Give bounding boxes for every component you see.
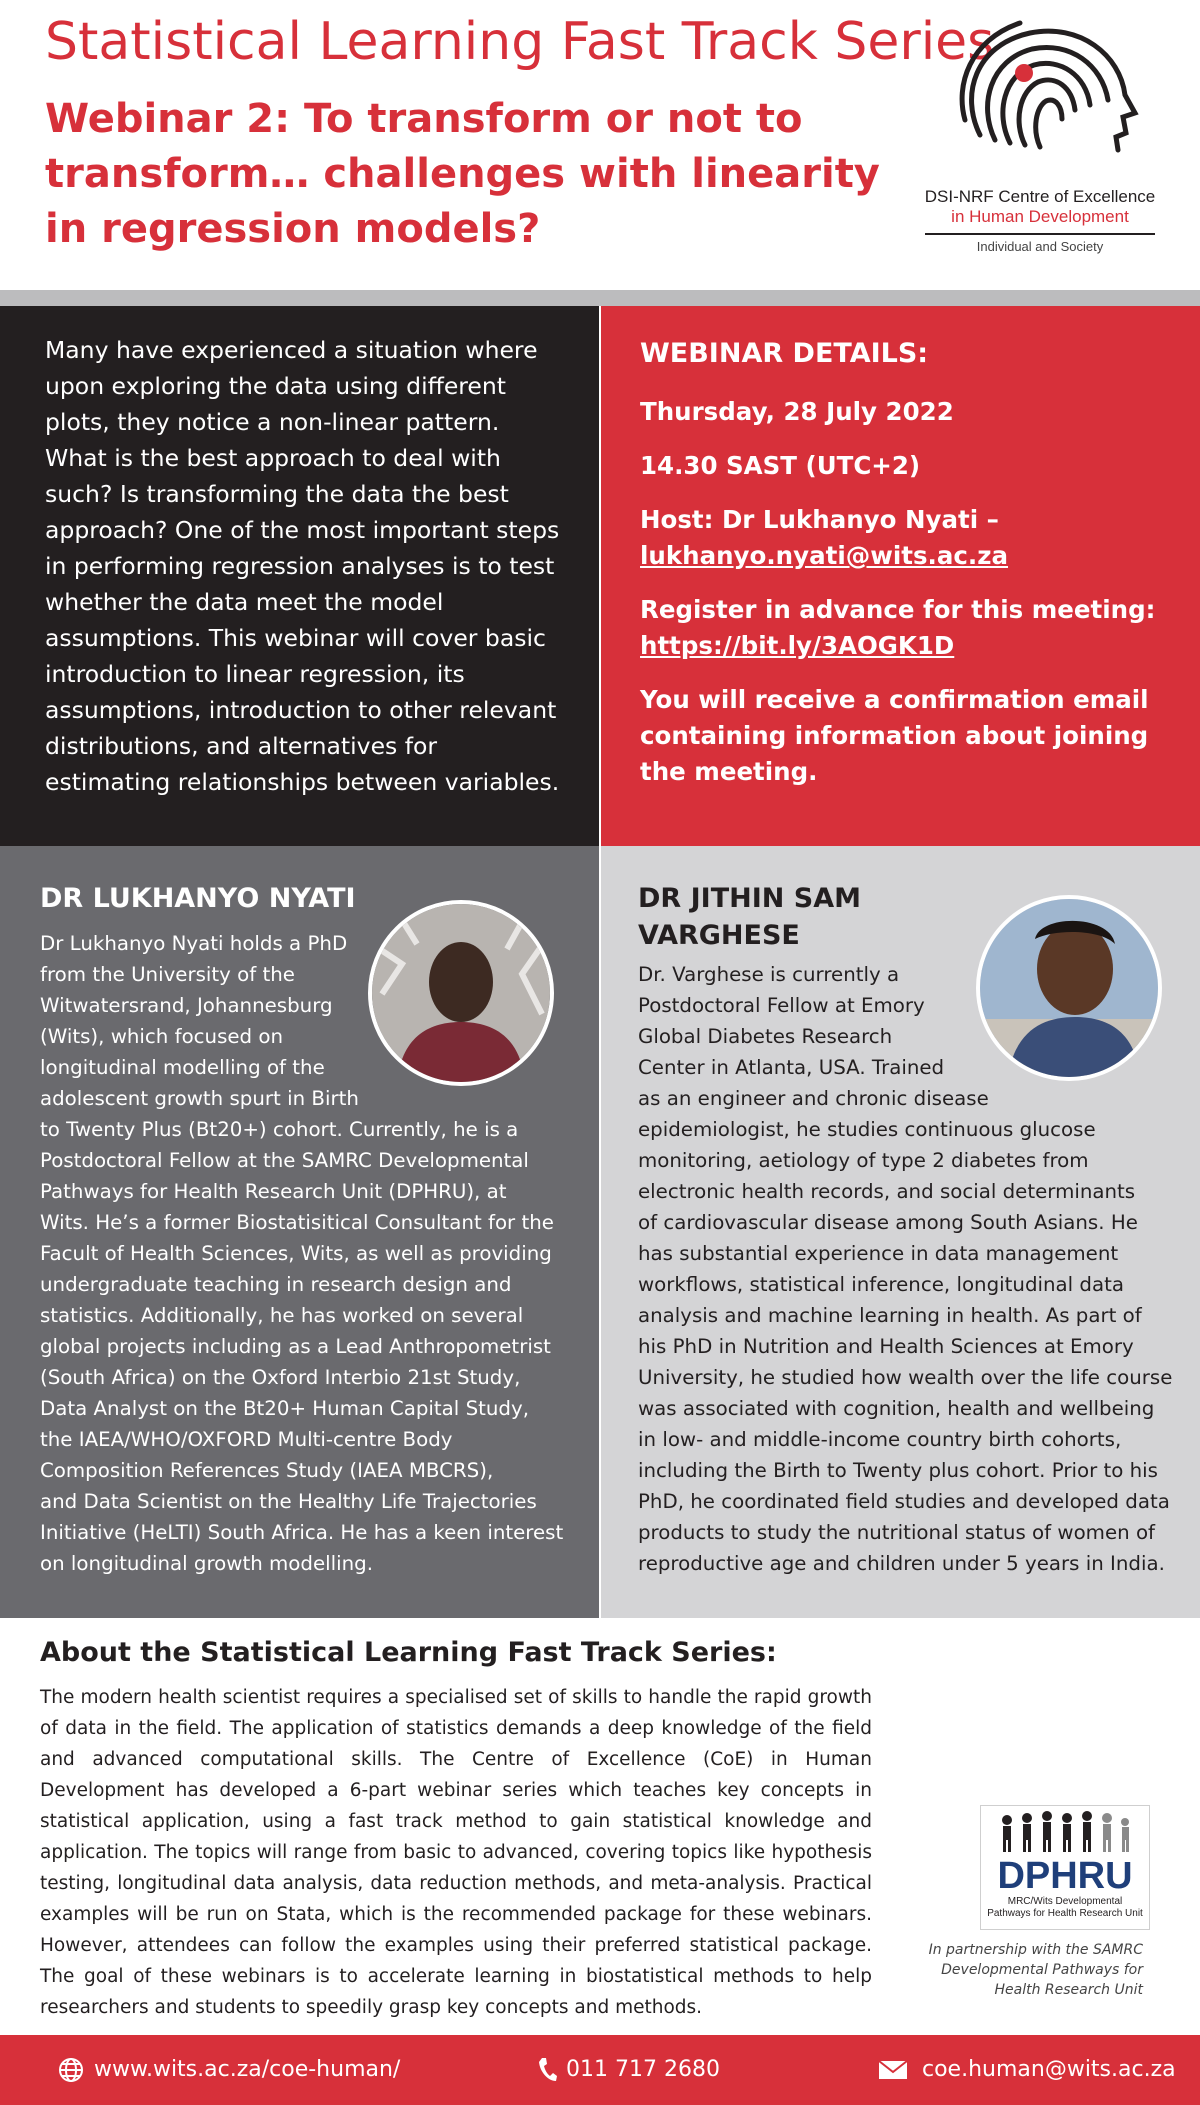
bio-line: Center in Atlanta, USA. Trained bbox=[638, 1056, 945, 1079]
phone-icon bbox=[536, 2056, 558, 2084]
coe-logo-line2: in Human Development bbox=[951, 207, 1129, 226]
host-info bbox=[640, 502, 1180, 574]
webinar-time: 14.30 SAST (UTC+2) bbox=[640, 451, 921, 480]
bio-line: longitudinal modelling of the bbox=[40, 1056, 325, 1079]
bio-line: as an engineer and chronic disease bbox=[638, 1087, 989, 1110]
website-link[interactable]: www.wits.ac.za/coe-human/ bbox=[94, 2057, 401, 2082]
host-label: Host: Dr Lukhanyo Nyati – bbox=[640, 505, 999, 534]
bio-line: Global Diabetes Research bbox=[638, 1025, 893, 1048]
coe-logo-line3: Individual and Society bbox=[976, 239, 1104, 254]
partner-caption: In partnership with the SAMRC Developmental Pathways for Health Research Unit bbox=[928, 1942, 1143, 1998]
series-title: Statistical Learning Fast Track Series bbox=[45, 12, 995, 72]
webinar-date: Thursday, 28 July 2022 bbox=[640, 397, 954, 426]
divider-band bbox=[0, 290, 1200, 306]
speaker-bio-varghese bbox=[638, 959, 1178, 1579]
bio-line: on longitudinal growth modelling. bbox=[40, 1552, 373, 1575]
bio-line: global projects including as a Lead Anthropometrist bbox=[40, 1335, 551, 1358]
speaker-name-line1: DR JITHIN SAM bbox=[638, 883, 861, 914]
bio-line: including the Birth to Twenty plus cohort. Prior to his bbox=[638, 1459, 1158, 1482]
bio-line: Postdoctoral Fellow at the SAMRC Developmental bbox=[40, 1149, 529, 1172]
coe-logo-line1: DSI-NRF Centre of Excellence bbox=[924, 187, 1156, 206]
fingerprint-head-icon bbox=[920, 15, 1160, 165]
bio-line: reproductive age and children under 5 years in India. bbox=[638, 1552, 1165, 1575]
bio-line: from the University of the bbox=[40, 963, 295, 986]
bio-line: products to study the nutritional status of women of bbox=[638, 1521, 1156, 1544]
bio-line: Wits. He’s a former Biostatisitical Consultant for the bbox=[40, 1211, 554, 1234]
register-info bbox=[640, 592, 1180, 664]
phone-link[interactable]: 011 717 2680 bbox=[566, 2057, 720, 2082]
bio-line: analysis and machine learning in health. As part of bbox=[638, 1304, 1142, 1327]
bio-line: statistics. Additionally, he has worked on several bbox=[40, 1304, 524, 1327]
host-email-link[interactable]: lukhanyo.nyati@wits.ac.za bbox=[640, 541, 1009, 570]
globe-icon bbox=[58, 2057, 84, 2083]
bio-line: monitoring, aetiology of type 2 diabetes from bbox=[638, 1149, 1089, 1172]
bio-line: Data Analyst on the Bt20+ Human Capital Study, bbox=[40, 1397, 529, 1420]
speaker-name bbox=[638, 880, 861, 954]
bio-line: has substantial experience in data management bbox=[638, 1242, 1119, 1265]
bio-line: Initiative (HeLTI) South Africa. He has a keen interest bbox=[40, 1521, 564, 1544]
bio-line: Dr Lukhanyo Nyati holds a PhD bbox=[40, 932, 348, 955]
about-text: The modern health scientist requires a specialised set of skills to handle the rapid growth of data in the field. The application of statistics demands a deep knowledge of the field and advanced computational skills. The Centre of Excellence (CoE) in Human Development has developed a 6-part webinar series which teaches key concepts in statistical application, using a fast track method to gain statistical knowledge and application. The topics will range from basic to advanced, covering topics like hypothesis testing, longitudinal data analysis, data reduction methods, and meta-analysis. Practical examples will be run on Stata, which is the recommended package for these webinars. However, attendees can follow the examples using their preferred statistical package. The goal of these webinars is to accelerate learning in biostatistical methods to help researchers and students to speedily grasp key concepts and methods. bbox=[40, 1687, 872, 2018]
bio-line: of cardiovascular disease among South Asians. He bbox=[638, 1211, 1138, 1234]
speaker-name-line2: VARGHESE bbox=[638, 920, 800, 951]
register-link[interactable]: https://bit.ly/3AOGK1D bbox=[640, 631, 955, 660]
coe-logo bbox=[920, 15, 1160, 254]
logo-divider bbox=[925, 233, 1155, 235]
register-label: Register in advance for this meeting: bbox=[640, 595, 1156, 624]
dphru-logo bbox=[980, 1805, 1150, 1930]
dphru-logo-sub2: Pathways for Health Research Unit bbox=[987, 1908, 1143, 1919]
bio-line: the IAEA/WHO/OXFORD Multi-centre Body bbox=[40, 1428, 453, 1451]
bio-line: and Data Scientist on the Healthy Life Trajectories bbox=[40, 1490, 537, 1513]
bio-line: Facult of Health Sciences, Wits, as well as providing bbox=[40, 1242, 552, 1265]
bio-line: to Twenty Plus (Bt20+) cohort. Currently, he is a bbox=[40, 1118, 519, 1141]
bio-line: University, he studied how wealth over the life course bbox=[638, 1366, 1173, 1389]
bio-line: PhD, he coordinated field studies and developed data bbox=[638, 1490, 1170, 1513]
bio-line: workflows, statistical inference, longitudinal data bbox=[638, 1273, 1124, 1296]
webinar-title: Webinar 2: To transform or not to transform… challenges with linearity in regression models? bbox=[45, 96, 880, 252]
bio-line: Composition References Study (IAEA MBCRS), bbox=[40, 1459, 494, 1482]
dphru-logo-text: DPHRU bbox=[997, 1855, 1133, 1897]
bio-line: Dr. Varghese is currently a bbox=[638, 963, 900, 986]
dphru-logo-sub1: MRC/Wits Developmental bbox=[1007, 1896, 1123, 1907]
email-link[interactable]: coe.human@wits.ac.za bbox=[922, 2057, 1176, 2082]
bio-line: undergraduate teaching in research design and bbox=[40, 1273, 512, 1296]
bio-line: adolescent growth spurt in Birth bbox=[40, 1087, 359, 1110]
confirmation-note: You will receive a confirmation email containing information about joining the meeting. bbox=[640, 685, 1149, 786]
speaker-name: DR LUKHANYO NYATI bbox=[40, 883, 356, 914]
bio-line: Witwatersrand, Johannesburg bbox=[40, 994, 333, 1017]
bio-line: was associated with cognition, health and wellbeing bbox=[638, 1397, 1155, 1420]
bio-line: his PhD in Nutrition and Health Sciences at Emory bbox=[638, 1335, 1134, 1358]
bio-line: Postdoctoral Fellow at Emory bbox=[638, 994, 925, 1017]
bio-line: (South Africa) on the Oxford Interbio 21st Study, bbox=[40, 1366, 521, 1389]
description-text: Many have experienced a situation where upon exploring the data using different plots, they notice a non-linear pattern. What is the best approach to deal with such? Is transforming the data the best approach? One of the most important steps in performing regression analyses is to test whether the data meet the model assumptions. This webinar will cover basic introduction to linear regression, its assumptions, introduction to other relevant distributions, and alternatives for estimating relationships between variables. bbox=[45, 336, 560, 796]
details-heading: WEBINAR DETAILS: bbox=[640, 338, 929, 369]
bio-line: in low- and middle-income country birth cohorts, bbox=[638, 1428, 1122, 1451]
bio-line: electronic health records, and social determinants bbox=[638, 1180, 1136, 1203]
children-icon bbox=[981, 1806, 1149, 1856]
bio-line: epidemiologist, he studies continuous glucose bbox=[638, 1118, 1096, 1141]
about-title: About the Statistical Learning Fast Track Series: bbox=[40, 1637, 777, 1668]
speaker-bio-nyati bbox=[40, 928, 580, 1579]
bio-line: (Wits), which focused on bbox=[40, 1025, 284, 1048]
bio-line: Pathways for Health Research Unit (DPHRU), at bbox=[40, 1180, 507, 1203]
envelope-icon bbox=[878, 2060, 908, 2080]
